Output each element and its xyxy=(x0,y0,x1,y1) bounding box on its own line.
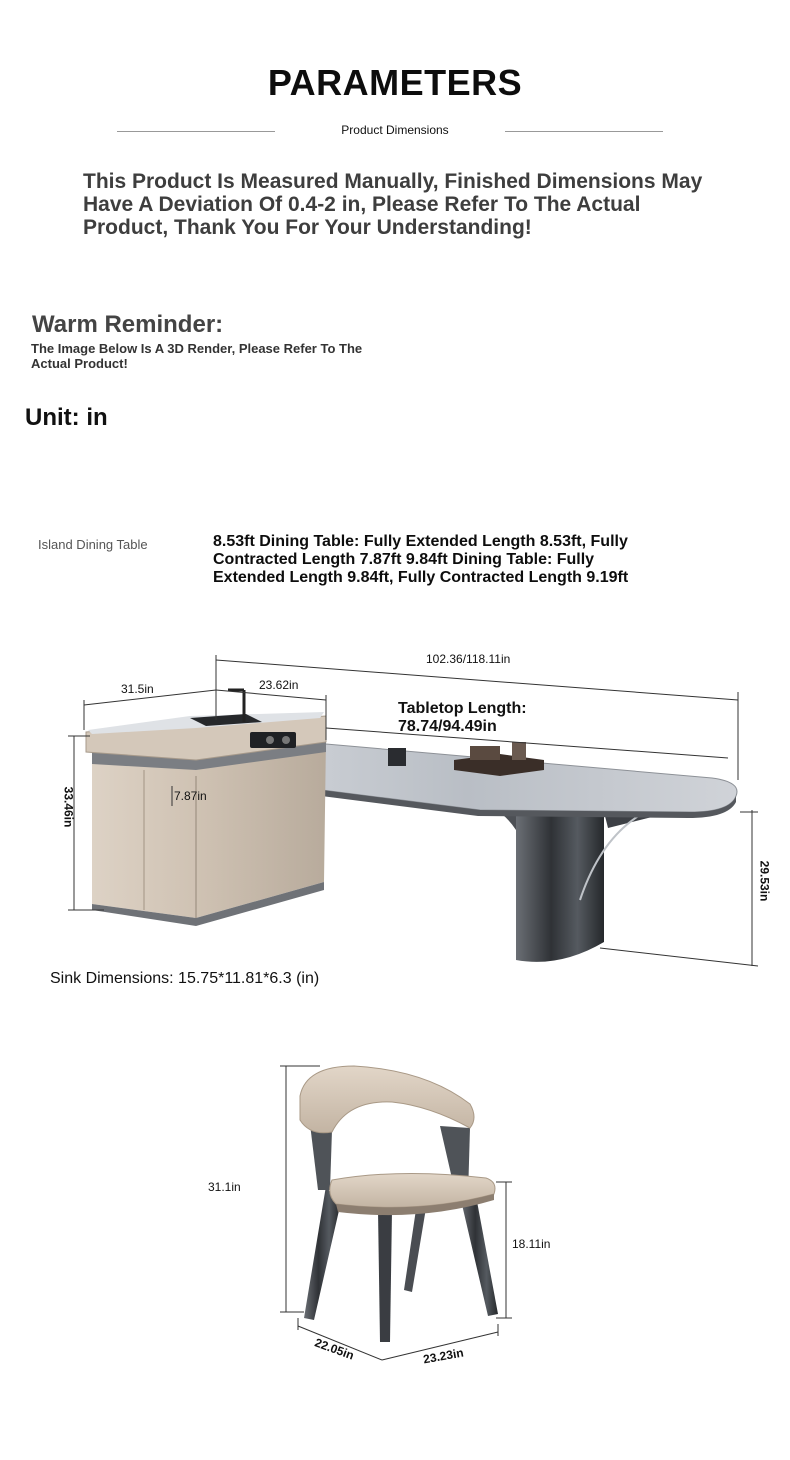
chair-drawing xyxy=(300,1066,498,1342)
island-table-label: Island Dining Table xyxy=(38,537,148,552)
reminder-text: The Image Below Is A 3D Render, Please Refer To The Actual Product! xyxy=(31,341,363,371)
chair-front-leg-right xyxy=(460,1196,498,1316)
chair-depth-label: 22.05in xyxy=(312,1335,356,1363)
chair-back-leg xyxy=(378,1210,392,1342)
table-pedestal xyxy=(516,806,604,962)
table-height-label: 29.53in xyxy=(757,860,772,902)
measurement-notice: This Product Is Measured Manually, Finished Dimensions May Have A Deviation Of 0.4-2 in, Please Refer To The Actual Product, Thank You For Your Understanding! xyxy=(83,170,703,239)
tabletop-length-label: Tabletop Length: xyxy=(398,700,527,717)
total-length-label: 102.36/118.11in xyxy=(426,652,511,666)
chair-backrest xyxy=(300,1066,474,1133)
island-height-label: 33.46in xyxy=(61,786,76,828)
page-title: PARAMETERS xyxy=(267,62,523,103)
reminder-heading: Warm Reminder: xyxy=(32,311,224,338)
island-width-label: 31.5in xyxy=(121,682,154,696)
chair-width-label: 23.23in xyxy=(422,1345,465,1367)
sink-dimensions: Sink Dimensions: 15.75*11.81*6.3 (in) xyxy=(50,970,320,987)
island-top-label: 23.62in xyxy=(259,678,299,692)
seat-height-label: 18.11in xyxy=(512,1237,551,1251)
tabletop-length-value: 78.74/94.49in xyxy=(398,718,497,735)
chair-front-leg-left xyxy=(304,1186,340,1320)
section-subtitle: Product Dimensions xyxy=(341,123,449,137)
unit-label: Unit: in xyxy=(25,404,108,431)
tabletop-length xyxy=(398,700,527,736)
cup xyxy=(388,748,406,766)
island-table-description: 8.53ft Dining Table: Fully Extended Length 8.53ft, Fully Contracted Length 7.87ft 9.84ft Dining Table: Fully Extended Length 9.84ft, Fully Contracted Length 9.19ft xyxy=(213,533,629,586)
chair-height-label: 31.1in xyxy=(208,1180,241,1194)
step-height-label: 7.87in xyxy=(174,789,207,803)
